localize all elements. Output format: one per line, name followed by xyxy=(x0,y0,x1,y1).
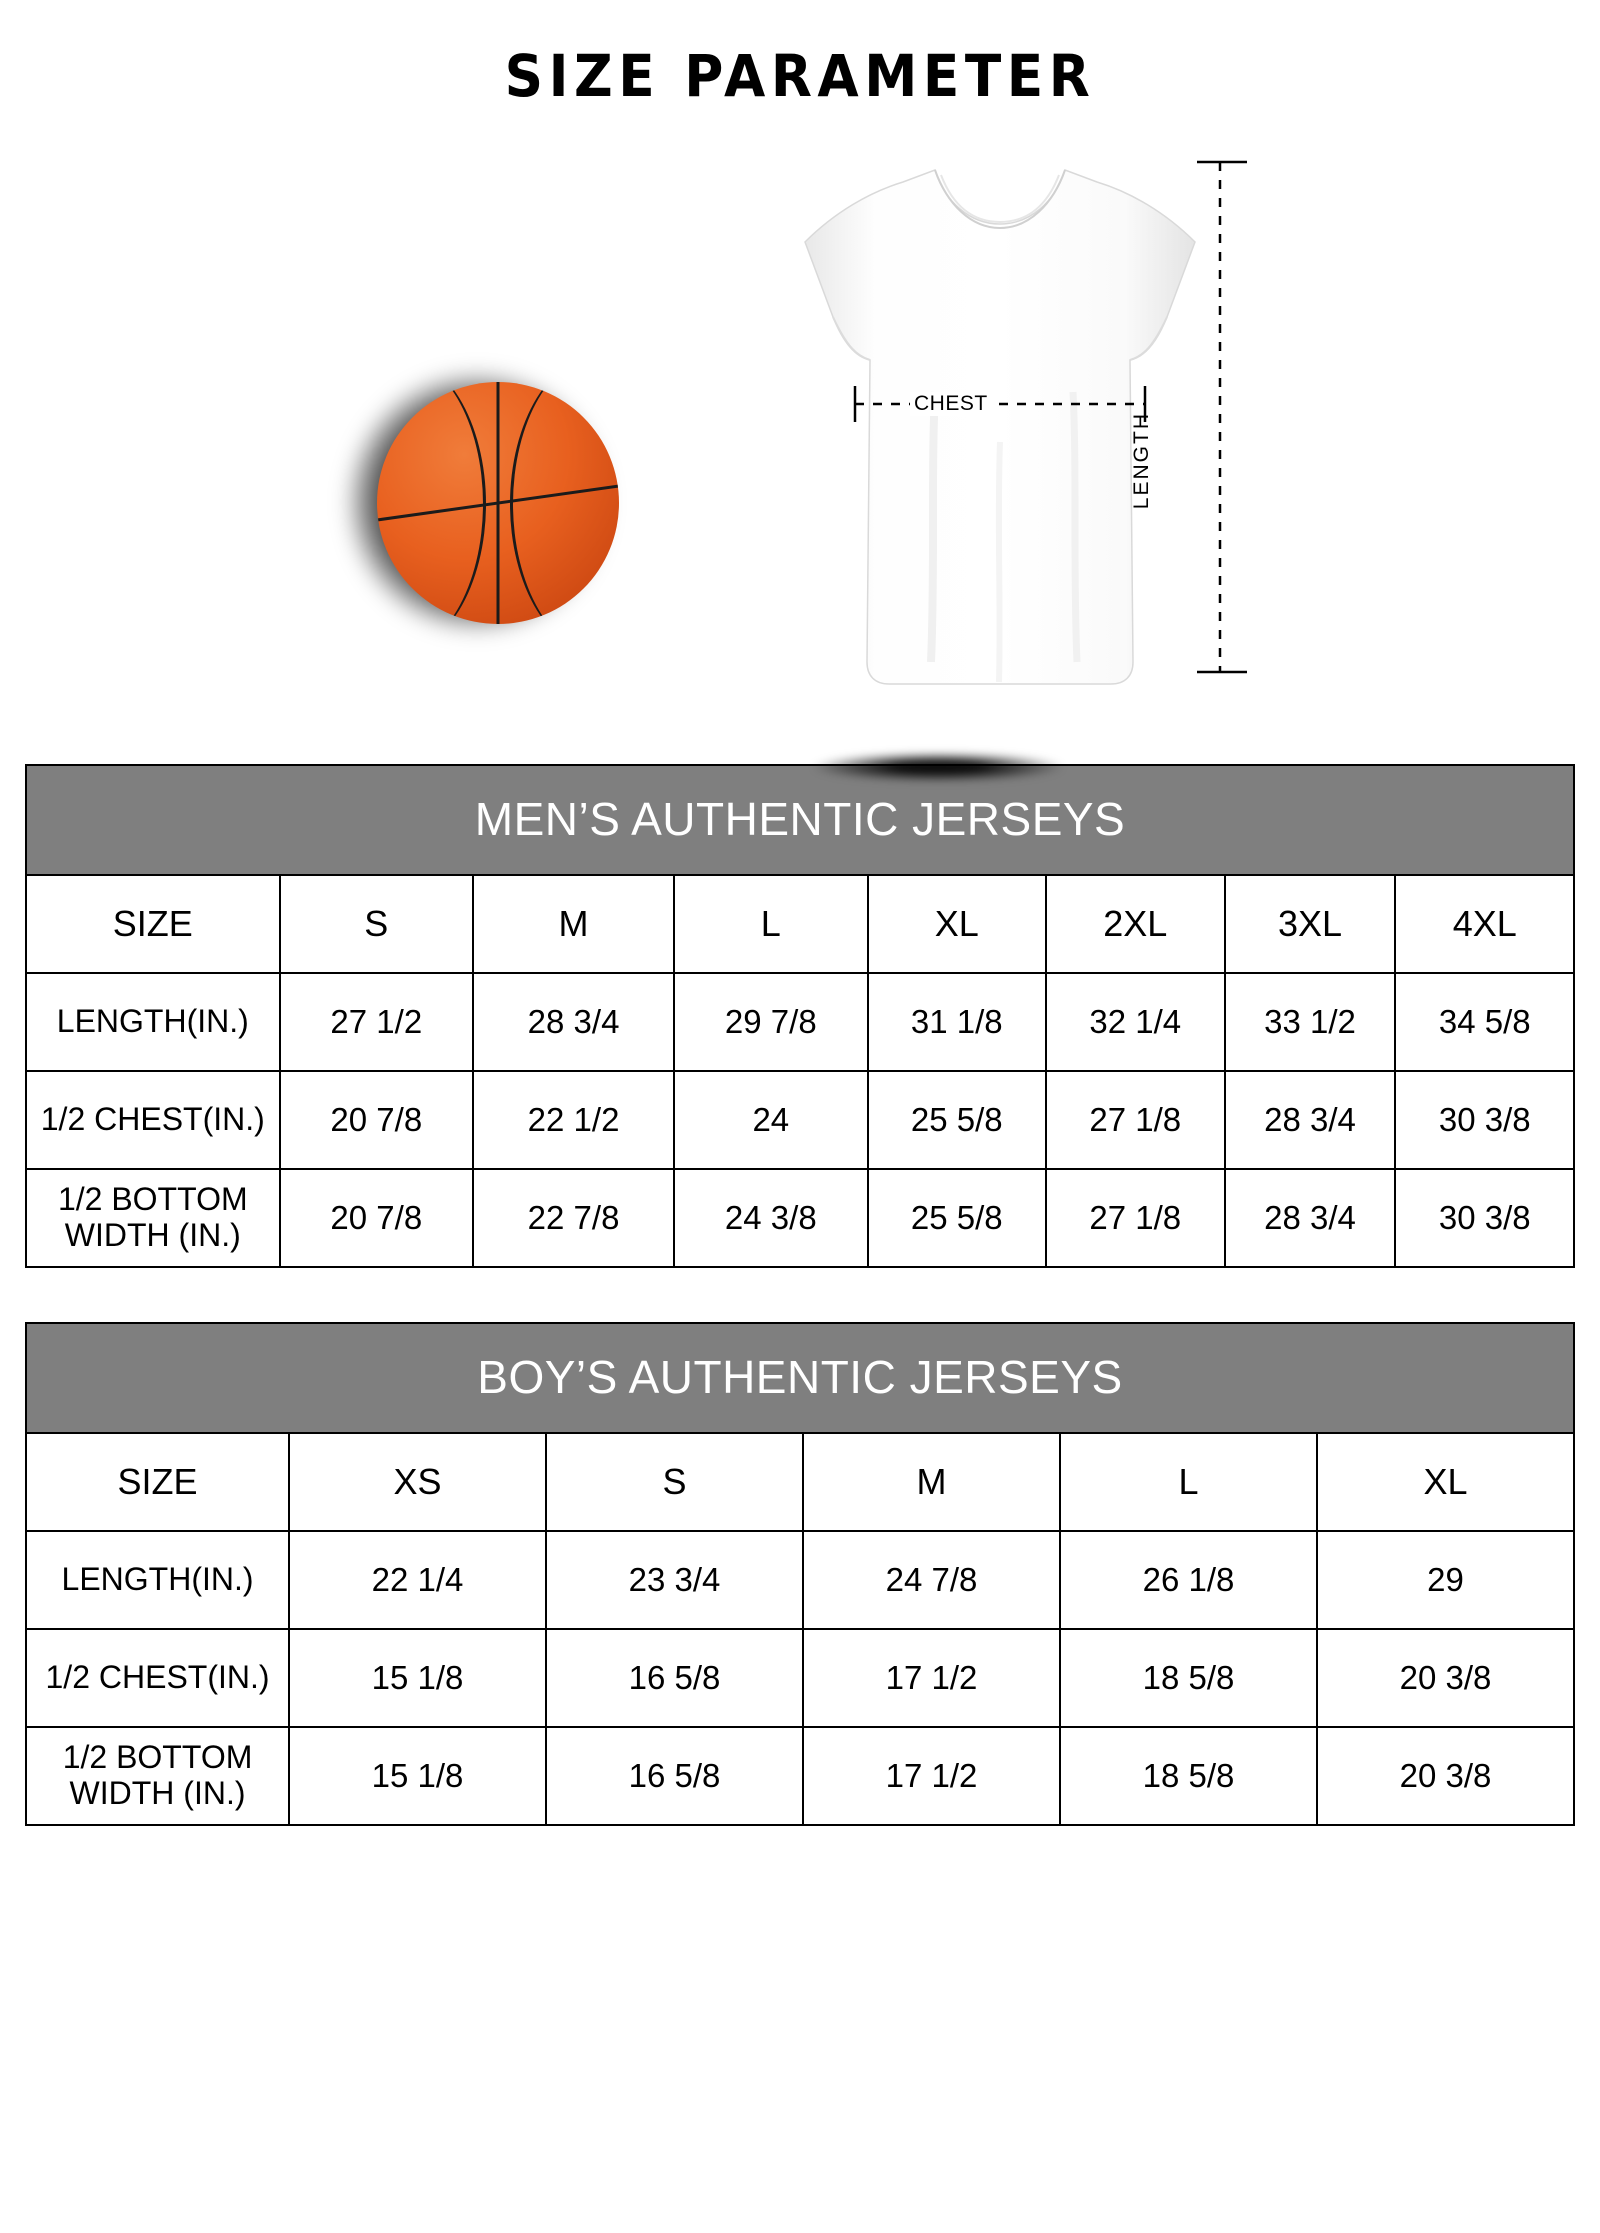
table-cell: 20 7/8 xyxy=(280,1169,474,1267)
mens-table-block xyxy=(25,764,1575,1268)
column-header-s: S xyxy=(546,1433,803,1531)
table-cell: 25 5/8 xyxy=(868,1169,1046,1267)
table-cell: 30 3/8 xyxy=(1395,1169,1574,1267)
table-cell: 15 1/8 xyxy=(289,1629,546,1727)
jersey-diagram xyxy=(785,142,1153,702)
illustration-area xyxy=(25,120,1575,760)
basketball-sphere xyxy=(377,382,619,624)
mens-table-heading: MEN’S AUTHENTIC JERSEYS xyxy=(25,764,1575,874)
table-cell: 20 3/8 xyxy=(1317,1629,1574,1727)
table-cell: 22 1/4 xyxy=(289,1531,546,1629)
table-row xyxy=(26,1531,1574,1629)
table-row xyxy=(26,973,1574,1071)
table-cell: 24 xyxy=(674,1071,868,1169)
basketball-icon xyxy=(325,350,625,650)
table-cell: 16 5/8 xyxy=(546,1629,803,1727)
column-header-l: L xyxy=(1060,1433,1317,1531)
row-label: 1/2 CHEST(IN.) xyxy=(26,1071,280,1169)
row-label: LENGTH(IN.) xyxy=(26,973,280,1071)
table-row xyxy=(26,1169,1574,1267)
page-title: SIZE PARAMETER xyxy=(504,42,1096,110)
table-cell: 29 xyxy=(1317,1531,1574,1629)
basketball-seam-right-arc xyxy=(510,382,619,624)
table-cell: 24 3/8 xyxy=(674,1169,868,1267)
table-cell: 34 5/8 xyxy=(1395,973,1574,1071)
table-cell: 17 1/2 xyxy=(803,1727,1060,1825)
table-cell: 26 1/8 xyxy=(1060,1531,1317,1629)
column-header-size: SIZE xyxy=(26,875,280,973)
column-header-3xl: 3XL xyxy=(1225,875,1396,973)
column-header-s: S xyxy=(280,875,474,973)
column-header-m: M xyxy=(473,875,674,973)
column-header-xl: XL xyxy=(868,875,1046,973)
jersey-svg xyxy=(785,142,1255,782)
table-row xyxy=(26,1071,1574,1169)
column-header-4xl: 4XL xyxy=(1395,875,1574,973)
table-cell: 18 5/8 xyxy=(1060,1727,1317,1825)
table-cell: 31 1/8 xyxy=(868,973,1046,1071)
table-cell: 32 1/4 xyxy=(1046,973,1224,1071)
boys-table-body xyxy=(26,1433,1574,1825)
table-cell: 25 5/8 xyxy=(868,1071,1046,1169)
row-label: LENGTH(IN.) xyxy=(26,1531,289,1629)
table-cell: 20 3/8 xyxy=(1317,1727,1574,1825)
length-measure-label: LENGTH xyxy=(1130,412,1153,510)
boys-size-table xyxy=(25,1432,1575,1826)
table-cell: 28 3/4 xyxy=(1225,1071,1396,1169)
table-cell: 22 1/2 xyxy=(473,1071,674,1169)
column-header-2xl: 2XL xyxy=(1046,875,1224,973)
table-cell: 27 1/2 xyxy=(280,973,474,1071)
table-header-row xyxy=(26,875,1574,973)
table-cell: 20 7/8 xyxy=(280,1071,474,1169)
table-cell: 27 1/8 xyxy=(1046,1169,1224,1267)
table-cell: 17 1/2 xyxy=(803,1629,1060,1727)
table-cell: 24 7/8 xyxy=(803,1531,1060,1629)
table-row xyxy=(26,1629,1574,1727)
row-label: 1/2 BOTTOM WIDTH (IN.) xyxy=(26,1169,280,1267)
column-header-m: M xyxy=(803,1433,1060,1531)
row-label: 1/2 CHEST(IN.) xyxy=(26,1629,289,1727)
table-cell: 30 3/8 xyxy=(1395,1071,1574,1169)
basketball-seam-left-arc xyxy=(377,382,486,624)
mens-table-body xyxy=(26,875,1574,1267)
boys-table-heading: BOY’S AUTHENTIC JERSEYS xyxy=(25,1322,1575,1432)
table-cell: 29 7/8 xyxy=(674,973,868,1071)
table-cell: 27 1/8 xyxy=(1046,1071,1224,1169)
row-label: 1/2 BOTTOM WIDTH (IN.) xyxy=(26,1727,289,1825)
column-header-xl: XL xyxy=(1317,1433,1574,1531)
mens-size-table xyxy=(25,874,1575,1268)
table-cell: 15 1/8 xyxy=(289,1727,546,1825)
column-header-l: L xyxy=(674,875,868,973)
chest-measure-label: CHEST xyxy=(910,392,992,416)
table-spacer xyxy=(25,1268,1575,1318)
table-header-row xyxy=(26,1433,1574,1531)
column-header-xs: XS xyxy=(289,1433,546,1531)
table-row xyxy=(26,1727,1574,1825)
table-cell: 28 3/4 xyxy=(473,973,674,1071)
table-cell: 16 5/8 xyxy=(546,1727,803,1825)
table-cell: 18 5/8 xyxy=(1060,1629,1317,1727)
boys-table-block xyxy=(25,1322,1575,1826)
table-cell: 22 7/8 xyxy=(473,1169,674,1267)
table-cell: 23 3/4 xyxy=(546,1531,803,1629)
table-cell: 28 3/4 xyxy=(1225,1169,1396,1267)
table-cell: 33 1/2 xyxy=(1225,973,1396,1071)
column-header-size: SIZE xyxy=(26,1433,289,1531)
